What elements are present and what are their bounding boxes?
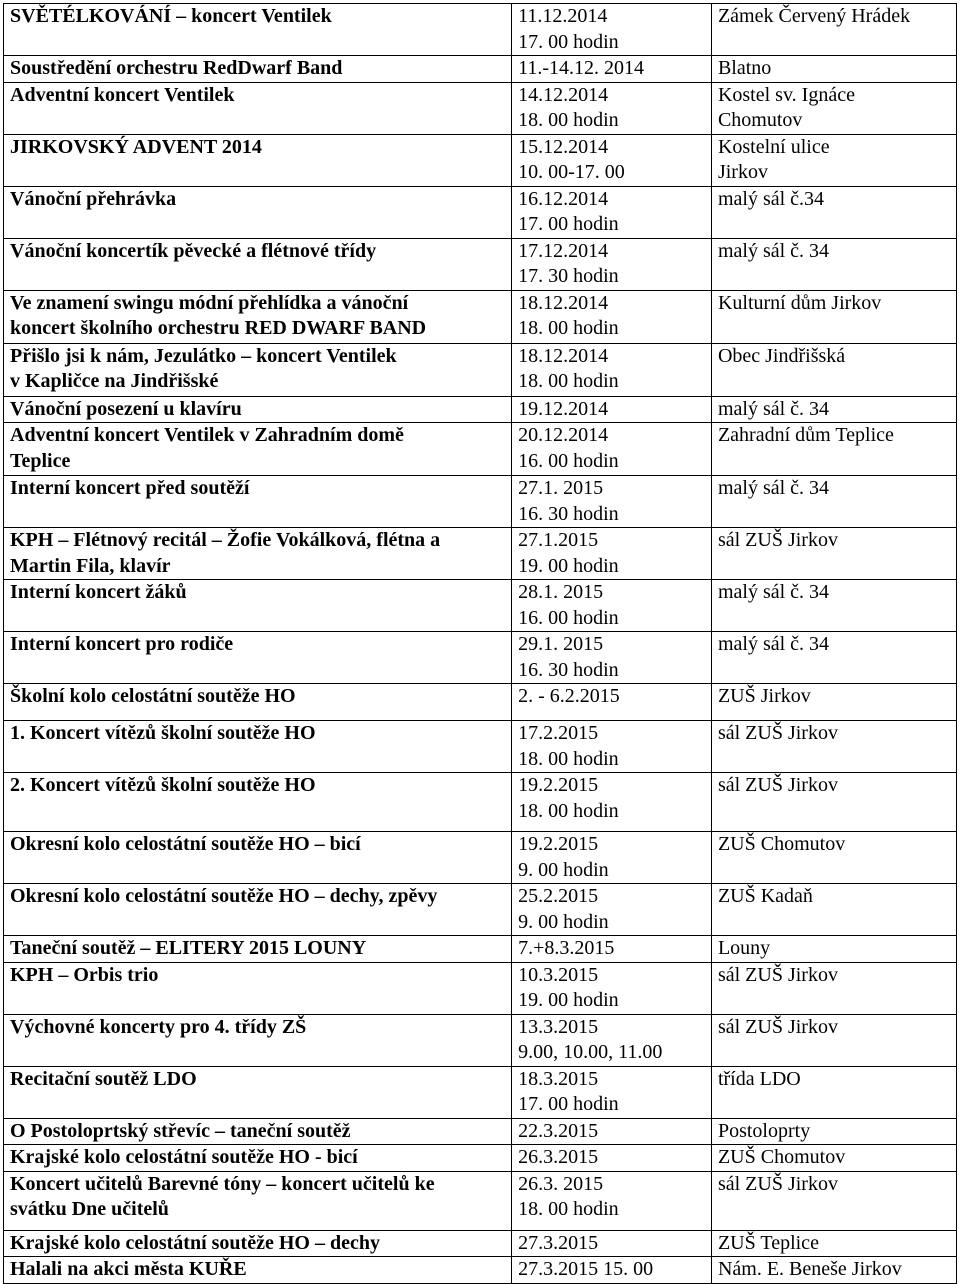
date-line: 10.3.2015 (518, 963, 599, 986)
date-line: 20.12.2014 (518, 424, 609, 446)
venue-line: Zámek Červený Hrádek (717, 5, 911, 27)
venue-cell (711, 423, 956, 476)
event-cell (4, 1118, 512, 1145)
date-line: 18.12.2014 (518, 344, 609, 367)
date-cell (512, 1118, 712, 1145)
table-row (4, 186, 957, 238)
event-cell (4, 721, 512, 773)
event-cell (4, 82, 512, 134)
table-row (4, 936, 957, 963)
venue-cell (711, 396, 956, 423)
event-name-line: Ve znamení swingu módní přehlídka a vánoční (10, 291, 409, 314)
date-cell (512, 476, 712, 528)
venue-line: Chomutov (717, 109, 803, 131)
venue-cell (711, 1257, 956, 1284)
date-line: 2. - 6.2.2015 (518, 685, 620, 707)
event-name-line: Vánoční posezení u klavíru (10, 397, 242, 420)
event-name-line: Soustředění orchestru RedDwarf Band (10, 57, 343, 79)
event-cell (4, 580, 512, 632)
venue-line: sál ZUŠ Jirkov (717, 774, 838, 796)
venue-cell (711, 4, 956, 56)
date-line: 25.2.2015 (518, 885, 599, 907)
date-cell (512, 290, 712, 343)
venue-cell (711, 476, 956, 528)
event-name-line: 1. Koncert vítězů školní soutěže HO (10, 722, 316, 744)
date-cell (512, 1230, 712, 1257)
date-line: 16. 30 hodin (518, 658, 619, 681)
venue-cell (711, 1230, 956, 1257)
date-cell (512, 832, 712, 884)
date-line: 17. 00 hodin (518, 213, 619, 235)
venue-cell (711, 186, 956, 238)
date-cell (512, 528, 712, 580)
table-row (4, 423, 957, 476)
event-name-line: KPH – Flétnový recitál – Žofie Vokálková, flétna a (10, 529, 441, 551)
date-line: 18. 00 hodin (518, 1198, 619, 1220)
table-row (4, 721, 957, 773)
date-cell (512, 936, 712, 963)
event-cell (4, 1066, 512, 1118)
event-name-line: O Postoloprtský střevíc – taneční soutěž (10, 1119, 351, 1142)
event-name-line: 2. Koncert vítězů školní soutěže HO (10, 774, 316, 796)
date-cell (512, 1257, 712, 1284)
venue-cell (711, 528, 956, 580)
event-cell (4, 396, 512, 423)
date-line: 14.12.2014 (518, 83, 609, 106)
table-row (4, 4, 957, 56)
date-line: 17.2.2015 (518, 722, 599, 744)
date-line: 27.1.2015 (518, 529, 599, 551)
venue-line: sál ZUŠ Jirkov (717, 529, 838, 551)
date-cell (512, 632, 712, 684)
date-line: 22.3.2015 (518, 1119, 599, 1142)
venue-cell (711, 290, 956, 343)
venue-line: Kostelní ulice (717, 135, 830, 158)
date-line: 19.12.2014 (518, 397, 609, 420)
event-name-line: svátku Dne učitelů (10, 1198, 169, 1220)
venue-line: Louny (717, 937, 771, 959)
event-cell (4, 1014, 512, 1066)
table-row (4, 1171, 957, 1230)
event-name-line: Adventní koncert Ventilek (10, 83, 235, 106)
date-line: 19.2.2015 (518, 833, 599, 855)
date-cell (512, 1171, 712, 1230)
table-row (4, 962, 957, 1014)
table-row (4, 632, 957, 684)
date-line: 27.3.2015 (518, 1231, 599, 1254)
venue-cell (711, 773, 956, 832)
venue-line: ZUŠ Jirkov (717, 685, 811, 707)
event-name-line: Teplice (10, 449, 71, 472)
event-cell (4, 238, 512, 290)
event-cell (4, 1230, 512, 1257)
event-name-line: Okresní kolo celostátní soutěže HO – dechy, zpěvy (10, 885, 438, 907)
events-table (3, 3, 957, 1284)
event-name-line: Školní kolo celostátní soutěže HO (10, 685, 296, 707)
date-cell (512, 580, 712, 632)
venue-line: Jirkov (717, 161, 768, 183)
event-name-line: Vánoční přehrávka (10, 187, 177, 210)
venue-line: ZUŠ Kadaň (717, 885, 813, 907)
date-line: 9.00, 10.00, 11.00 (518, 1041, 663, 1063)
date-cell (512, 343, 712, 396)
venue-line: ZUŠ Chomutov (717, 833, 846, 855)
venue-cell (711, 884, 956, 936)
date-line: 17. 00 hodin (518, 1093, 619, 1115)
table-row (4, 1118, 957, 1145)
date-line: 26.3.2015 (518, 1146, 599, 1168)
table-row (4, 528, 957, 580)
table-row (4, 1257, 957, 1284)
venue-line: Kulturní dům Jirkov (717, 291, 882, 314)
table-row (4, 134, 957, 186)
venue-line: Postoloprty (717, 1119, 811, 1142)
venue-cell (711, 721, 956, 773)
event-name-line: Vánoční koncertík pěvecké a flétnové třídy (10, 239, 377, 262)
event-cell (4, 684, 512, 721)
date-line: 18.3.2015 (518, 1067, 599, 1090)
event-name-line: Okresní kolo celostátní soutěže HO – bicí (10, 833, 361, 855)
event-cell (4, 56, 512, 83)
events-schedule (3, 3, 957, 1284)
date-cell (512, 1014, 712, 1066)
venue-cell (711, 343, 956, 396)
event-name-line: Koncert učitelů Barevné tóny – koncert učitelů ke (10, 1172, 435, 1195)
date-cell (512, 684, 712, 721)
table-row (4, 1230, 957, 1257)
event-cell (4, 936, 512, 963)
date-cell (512, 423, 712, 476)
table-row (4, 343, 957, 396)
event-cell (4, 186, 512, 238)
date-line: 29.1. 2015 (518, 633, 604, 655)
event-name-line: Krajské kolo celostátní soutěže HO - bicí (10, 1146, 358, 1168)
venue-cell (711, 1014, 956, 1066)
events-table-body (4, 4, 957, 1284)
event-cell (4, 134, 512, 186)
date-cell (512, 721, 712, 773)
venue-cell (711, 936, 956, 963)
date-line: 16. 30 hodin (518, 502, 619, 525)
event-name-line: Interní koncert pro rodiče (10, 633, 234, 655)
venue-line: Nám. E. Beneše Jirkov (717, 1258, 902, 1280)
event-cell (4, 4, 512, 56)
date-line: 18. 00 hodin (518, 317, 619, 339)
date-cell (512, 82, 712, 134)
venue-cell (711, 1171, 956, 1230)
date-line: 15.12.2014 (518, 135, 609, 158)
date-cell (512, 1066, 712, 1118)
venue-cell (711, 632, 956, 684)
event-name-line: Interní koncert před soutěží (10, 477, 250, 499)
venue-cell (711, 962, 956, 1014)
venue-line: malý sál č. 34 (717, 239, 830, 262)
date-line: 18. 00 hodin (518, 109, 619, 131)
table-row (4, 82, 957, 134)
table-row (4, 396, 957, 423)
event-name-line: koncert školního orchestru RED DWARF BAND (10, 317, 427, 339)
venue-line: třída LDO (717, 1067, 801, 1090)
date-line: 16. 00 hodin (518, 606, 619, 629)
date-line: 7.+8.3.2015 (518, 937, 615, 959)
event-name-line: SVĚTÉLKOVÁNÍ – koncert Ventilek (10, 5, 332, 27)
event-name-line: Taneční soutěž – ELITERY 2015 LOUNY (10, 937, 367, 959)
event-cell (4, 1171, 512, 1230)
venue-cell (711, 1066, 956, 1118)
event-cell (4, 1145, 512, 1172)
date-cell (512, 773, 712, 832)
date-cell (512, 186, 712, 238)
date-line: 10. 00-17. 00 (518, 161, 625, 183)
date-line: 16. 00 hodin (518, 449, 619, 472)
table-row (4, 1014, 957, 1066)
date-line: 17. 00 hodin (518, 30, 619, 53)
date-line: 19. 00 hodin (518, 989, 619, 1011)
date-cell (512, 134, 712, 186)
venue-line: sál ZUŠ Jirkov (717, 722, 838, 744)
date-line: 27.1. 2015 (518, 477, 604, 499)
venue-line: Obec Jindřišská (717, 344, 846, 367)
event-name-line: v Kapličce na Jindřišské (10, 370, 219, 392)
date-cell (512, 238, 712, 290)
venue-line: ZUŠ Chomutov (717, 1146, 846, 1168)
venue-cell (711, 56, 956, 83)
date-line: 11.-14.12. 2014 (518, 57, 645, 79)
date-line: 9. 00 hodin (518, 858, 609, 881)
date-cell (512, 962, 712, 1014)
event-cell (4, 962, 512, 1014)
event-cell (4, 528, 512, 580)
table-row (4, 884, 957, 936)
venue-cell (711, 1118, 956, 1145)
venue-line: Blatno (717, 57, 772, 79)
venue-line: malý sál č.34 (717, 187, 825, 210)
venue-line: malý sál č. 34 (717, 581, 830, 603)
event-name-line: JIRKOVSKÝ ADVENT 2014 (10, 135, 262, 158)
venue-cell (711, 684, 956, 721)
table-row (4, 238, 957, 290)
event-cell (4, 884, 512, 936)
table-row (4, 832, 957, 884)
date-line: 18. 00 hodin (518, 747, 619, 770)
event-name-line: Recitační soutěž LDO (10, 1067, 197, 1090)
date-line: 13.3.2015 (518, 1015, 599, 1038)
date-cell (512, 1145, 712, 1172)
table-row (4, 1066, 957, 1118)
table-row (4, 56, 957, 83)
event-cell (4, 290, 512, 343)
venue-line: malý sál č. 34 (717, 397, 830, 420)
venue-cell (711, 580, 956, 632)
venue-line: ZUŠ Teplice (717, 1231, 819, 1254)
date-line: 26.3. 2015 (518, 1172, 604, 1195)
date-line: 11.12.2014 (518, 5, 608, 27)
venue-cell (711, 1145, 956, 1172)
date-line: 19. 00 hodin (518, 554, 619, 577)
venue-line: Zahradní dům Teplice (717, 424, 894, 446)
event-cell (4, 1257, 512, 1284)
date-line: 9. 00 hodin (518, 910, 609, 933)
event-name-line: Krajské kolo celostátní soutěže HO – dechy (10, 1231, 380, 1254)
event-name-line: Přišlo jsi k nám, Jezulátko – koncert Ventilek (10, 344, 397, 367)
date-line: 18.12.2014 (518, 291, 609, 314)
event-name-line: Adventní koncert Ventilek v Zahradním domě (10, 424, 404, 446)
venue-line: sál ZUŠ Jirkov (717, 963, 838, 986)
venue-cell (711, 134, 956, 186)
event-name-line: Halali na akci města KUŘE (10, 1258, 247, 1280)
event-name-line: Interní koncert žáků (10, 581, 187, 603)
venue-line: Kostel sv. Ignáce (717, 83, 855, 106)
venue-line: sál ZUŠ Jirkov (717, 1015, 838, 1038)
date-cell (512, 56, 712, 83)
date-line: 18. 00 hodin (518, 799, 619, 822)
event-cell (4, 632, 512, 684)
event-cell (4, 343, 512, 396)
date-line: 19.2.2015 (518, 774, 599, 796)
date-cell (512, 4, 712, 56)
venue-line: malý sál č. 34 (717, 477, 830, 499)
venue-cell (711, 82, 956, 134)
table-row (4, 773, 957, 832)
event-name-line: KPH – Orbis trio (10, 963, 159, 986)
date-line: 16.12.2014 (518, 187, 609, 210)
venue-line: sál ZUŠ Jirkov (717, 1172, 838, 1195)
event-name-line: Výchovné koncerty pro 4. třídy ZŠ (10, 1015, 307, 1038)
venue-cell (711, 832, 956, 884)
table-row (4, 684, 957, 721)
venue-cell (711, 238, 956, 290)
table-row (4, 1145, 957, 1172)
table-row (4, 290, 957, 343)
date-line: 17. 30 hodin (518, 265, 619, 287)
event-cell (4, 832, 512, 884)
event-cell (4, 476, 512, 528)
venue-line: malý sál č. 34 (717, 633, 830, 655)
table-row (4, 476, 957, 528)
event-cell (4, 423, 512, 476)
event-name-line: Martin Fila, klavír (10, 554, 171, 577)
date-line: 28.1. 2015 (518, 581, 604, 603)
date-line: 27.3.2015 15. 00 (518, 1258, 654, 1280)
table-row (4, 580, 957, 632)
date-cell (512, 396, 712, 423)
date-cell (512, 884, 712, 936)
event-cell (4, 773, 512, 832)
date-line: 17.12.2014 (518, 239, 609, 262)
date-line: 18. 00 hodin (518, 370, 619, 392)
